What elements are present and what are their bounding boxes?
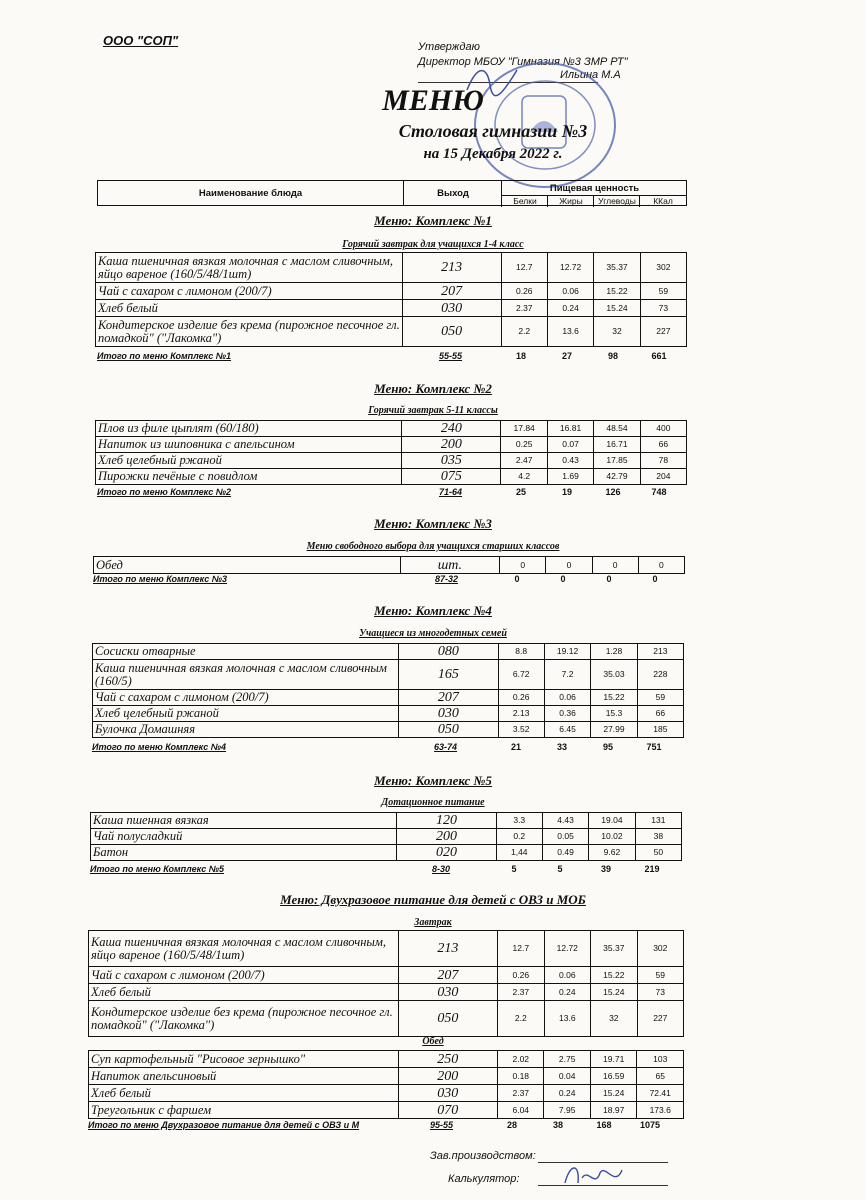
dish-name: Кондитерское изделие без крема (пирожное песочное гл. помадкой" ("Лакомка") — [89, 1001, 399, 1037]
dish-protein: 6.04 — [498, 1102, 544, 1119]
dish-protein: 2.37 — [501, 300, 547, 317]
dish-fat: 0.43 — [547, 453, 593, 469]
dish-name: Треугольник с фаршем — [89, 1102, 399, 1119]
section-subtitle: Горячий завтрак 5-11 классы — [368, 405, 498, 416]
table-row — [96, 317, 687, 347]
dish-kcal: 228 — [637, 660, 683, 690]
dish-output: 050 — [398, 1001, 497, 1037]
section-title: Меню: Комплекс №1 — [374, 213, 492, 228]
dish-carbs: 10.02 — [589, 829, 635, 845]
table-row — [89, 1001, 684, 1037]
total-kcal: 751 — [646, 742, 662, 752]
total-kcal: 748 — [651, 487, 667, 497]
dish-protein: 0.26 — [501, 283, 547, 300]
dish-kcal: 227 — [640, 317, 686, 347]
approve-label: Утверждаю — [418, 41, 480, 53]
dish-protein: 0.18 — [498, 1068, 544, 1085]
total-price: 87-32 — [435, 574, 459, 584]
table-row — [89, 984, 684, 1001]
total-label: Итого по меню Двухразовое питание для детей с ОВЗ и М — [88, 1120, 360, 1130]
total-fat: 19 — [561, 487, 572, 497]
dish-protein: 3.52 — [498, 722, 544, 738]
dish-fat: 13.6 — [544, 1001, 591, 1037]
dish-name: Батон — [91, 845, 397, 861]
dish-name: Каша пшенная вязкая — [91, 813, 397, 829]
total-carbs: 0 — [606, 574, 612, 584]
dish-fat: 6.45 — [544, 722, 590, 738]
dish-fat: 4.43 — [542, 813, 588, 829]
dish-fat: 0.06 — [544, 690, 590, 706]
dish-carbs: 35.03 — [591, 660, 637, 690]
dish-output: 120 — [397, 813, 496, 829]
total-carbs: 168 — [596, 1120, 612, 1130]
total-protein: 21 — [510, 742, 521, 752]
dish-name: Напиток апельсиновый — [89, 1068, 399, 1085]
dish-kcal: 66 — [640, 437, 686, 453]
dish-kcal: 73 — [640, 300, 686, 317]
dish-table — [90, 812, 682, 861]
dish-output: 200 — [398, 1068, 497, 1085]
director-line: Директор МБОУ "Гимназия №3 ЗМР РТ" — [418, 56, 628, 68]
dish-carbs: 19.71 — [590, 1051, 637, 1068]
dish-protein: 2.02 — [498, 1051, 544, 1068]
section-title: Меню: Комплекс №5 — [374, 773, 492, 788]
section-subtitle: Завтрак — [414, 917, 452, 928]
total-kcal: 1075 — [639, 1120, 661, 1130]
dish-table — [92, 643, 684, 738]
col-carbs: Углеводы — [593, 195, 640, 207]
dish-output: 207 — [402, 283, 501, 300]
dish-fat: 16.81 — [547, 421, 593, 437]
dish-carbs: 16.71 — [594, 437, 640, 453]
dish-kcal: 38 — [635, 829, 681, 845]
dish-name: Плов из филе цыплят (60/180) — [96, 421, 402, 437]
total-price: 8-30 — [432, 864, 451, 874]
table-row — [89, 1102, 684, 1119]
dish-carbs: 15.24 — [594, 300, 640, 317]
dish-fat: 0.24 — [544, 984, 591, 1001]
total-protein: 28 — [506, 1120, 517, 1130]
dish-fat: 12.72 — [547, 253, 593, 283]
table-row — [96, 437, 687, 453]
section-subtitle: Горячий завтрак для учащихся 1-4 класс — [342, 239, 524, 250]
dish-protein: 0.26 — [498, 967, 544, 984]
dish-kcal: 400 — [640, 421, 686, 437]
total-carbs: 39 — [600, 864, 611, 874]
dish-output: 200 — [397, 829, 496, 845]
dish-carbs: 32 — [594, 317, 640, 347]
dish-output: 200 — [402, 437, 501, 453]
table-row — [89, 967, 684, 984]
dish-output: 070 — [398, 1102, 497, 1119]
col-nutrition: Пищевая ценность — [501, 181, 687, 195]
dish-output: 213 — [398, 931, 497, 967]
dish-fat: 0.07 — [547, 437, 593, 453]
dish-fat: 0.24 — [544, 1085, 590, 1102]
table-row — [89, 1068, 684, 1085]
section-title: Меню: Комплекс №3 — [374, 516, 492, 531]
total-label: Итого по меню Комплекс №3 — [93, 574, 228, 584]
dish-protein: 8.8 — [498, 644, 544, 660]
dish-carbs: 15.22 — [594, 283, 640, 300]
dish-output: 213 — [402, 253, 501, 283]
dish-kcal: 78 — [640, 453, 686, 469]
total-kcal: 661 — [651, 351, 667, 361]
table-row — [94, 557, 685, 574]
dish-kcal: 204 — [640, 469, 686, 485]
total-carbs: 98 — [607, 351, 618, 361]
col-dish: Наименование блюда — [198, 187, 303, 199]
director-name: Ильина М.А — [560, 69, 621, 81]
dish-kcal: 72.41 — [637, 1085, 684, 1102]
dish-name: Чай с сахаром с лимоном (200/7) — [96, 283, 403, 300]
section-title: Меню: Двухразовое питание для детей с ОВЗ и МОБ — [280, 892, 586, 907]
dish-name: Каша пшеничная вязкая молочная с маслом сливочным (160/5) — [93, 660, 399, 690]
dish-table — [88, 930, 684, 1037]
organization-name: ООО "СОП" — [103, 33, 179, 48]
table-row — [89, 1051, 684, 1068]
page-subtitle: Столовая гимназии №3 — [398, 121, 588, 141]
total-price: 95-55 — [430, 1120, 454, 1130]
total-protein: 25 — [515, 487, 526, 497]
dish-kcal: 66 — [637, 706, 683, 722]
dish-fat: 0.24 — [547, 300, 593, 317]
table-row — [96, 283, 687, 300]
dish-kcal: 185 — [637, 722, 683, 738]
dish-protein: 0.25 — [501, 437, 547, 453]
dish-output: 240 — [402, 421, 501, 437]
dish-output: 030 — [402, 300, 501, 317]
dish-fat: 0.06 — [544, 967, 591, 984]
col-protein: Белки — [501, 195, 548, 207]
dish-protein: 3.3 — [496, 813, 542, 829]
dish-name: Сосиски отварные — [93, 644, 399, 660]
total-kcal: 219 — [644, 864, 660, 874]
dish-name: Хлеб белый — [89, 1085, 399, 1102]
total-price: 71-64 — [439, 487, 463, 497]
dish-kcal: 213 — [637, 644, 683, 660]
dish-name: Хлеб белый — [96, 300, 403, 317]
total-label: Итого по меню Комплекс №5 — [90, 864, 225, 874]
table-row — [91, 813, 682, 829]
dish-carbs: 9.62 — [589, 845, 635, 861]
dish-carbs: 15.24 — [591, 984, 638, 1001]
dish-carbs: 1.28 — [591, 644, 637, 660]
dish-protein: 12.7 — [501, 253, 547, 283]
dish-output: 250 — [398, 1051, 497, 1068]
dish-fat: 19.12 — [544, 644, 590, 660]
dish-name: Каша пшеничная вязкая молочная с маслом сливочным, яйцо вареное (160/5/48/1шт) — [96, 253, 403, 283]
table-row — [93, 722, 684, 738]
total-fat: 5 — [557, 864, 563, 874]
dish-carbs: 19.04 — [589, 813, 635, 829]
dish-name: Чай с сахаром с лимоном (200/7) — [93, 690, 399, 706]
dish-name: Обед — [94, 557, 401, 574]
dish-kcal: 103 — [637, 1051, 684, 1068]
dish-protein: 2.37 — [498, 1085, 544, 1102]
dish-name: Суп картофельный "Рисовое зернышко" — [89, 1051, 399, 1068]
dish-name: Кондитерское изделие без крема (пирожное песочное гл. помадкой" ("Лакомка") — [96, 317, 403, 347]
dish-protein: 6.72 — [498, 660, 544, 690]
section-total — [97, 351, 697, 363]
dish-protein: 2.2 — [501, 317, 547, 347]
dish-protein: 2.13 — [498, 706, 544, 722]
dish-kcal: 65 — [637, 1068, 684, 1085]
table-row — [96, 300, 687, 317]
dish-fat: 0.06 — [547, 283, 593, 300]
dish-output: 050 — [399, 722, 498, 738]
dish-output: 080 — [399, 644, 498, 660]
dish-name: Каша пшеничная вязкая молочная с маслом сливочным, яйцо вареное (160/5/48/1шт) — [89, 931, 399, 967]
table-row — [89, 1085, 684, 1102]
table-row — [89, 931, 684, 967]
total-label: Итого по меню Комплекс №2 — [97, 487, 232, 497]
total-fat: 0 — [560, 574, 566, 584]
dish-carbs: 32 — [591, 1001, 638, 1037]
dish-carbs: 16.59 — [590, 1068, 637, 1085]
dish-carbs: 35.37 — [594, 253, 640, 283]
total-price: 63-74 — [434, 742, 458, 752]
dish-carbs: 15.3 — [591, 706, 637, 722]
col-kcal: ККал — [639, 195, 686, 207]
column-header — [97, 180, 687, 206]
dish-output: 030 — [398, 1085, 497, 1102]
dish-protein: 1,44 — [496, 845, 542, 861]
section-title: Меню: Комплекс №2 — [374, 381, 492, 396]
dish-output: 035 — [402, 453, 501, 469]
section-title: Меню: Комплекс №4 — [374, 603, 492, 618]
table-row — [91, 829, 682, 845]
dish-carbs: 15.22 — [591, 967, 638, 984]
total-carbs: 126 — [605, 487, 621, 497]
total-fat: 27 — [561, 351, 572, 361]
total-protein: 0 — [514, 574, 520, 584]
col-output: Выход — [403, 181, 502, 205]
dish-protein: 2.2 — [498, 1001, 544, 1037]
dish-fat: 0 — [546, 557, 592, 574]
section-subtitle-2: Обед — [422, 1036, 444, 1047]
dish-output: 207 — [398, 967, 497, 984]
section-total — [93, 574, 693, 586]
dish-name: Напиток из шиповника с апельсином — [96, 437, 402, 453]
dish-kcal: 131 — [635, 813, 681, 829]
dish-table — [88, 1050, 684, 1119]
table-row — [93, 644, 684, 660]
total-protein: 5 — [511, 864, 517, 874]
table-row — [96, 253, 687, 283]
dish-fat: 0.05 — [542, 829, 588, 845]
section-total — [97, 487, 697, 499]
table-row — [91, 845, 682, 861]
calculator-label: Калькулятор: — [448, 1173, 520, 1185]
dish-fat: 0.49 — [542, 845, 588, 861]
dish-name: Хлеб целебный ржаной — [93, 706, 399, 722]
table-row — [93, 660, 684, 690]
col-fat: Жиры — [547, 195, 594, 207]
dish-fat: 7.2 — [544, 660, 590, 690]
dish-name: Чай полусладкий — [91, 829, 397, 845]
dish-protein: 0.2 — [496, 829, 542, 845]
table-row — [93, 706, 684, 722]
table-row — [96, 469, 687, 485]
dish-protein: 17.84 — [501, 421, 547, 437]
dish-kcal: 302 — [640, 253, 686, 283]
dish-table — [95, 420, 687, 485]
total-label: Итого по меню Комплекс №1 — [97, 351, 232, 361]
dish-output: 030 — [399, 706, 498, 722]
calculator-signature — [560, 1158, 630, 1192]
dish-output: 030 — [398, 984, 497, 1001]
dish-kcal: 173.6 — [637, 1102, 684, 1119]
dish-output: 207 — [399, 690, 498, 706]
dish-kcal: 59 — [637, 967, 683, 984]
dish-output: 050 — [402, 317, 501, 347]
dish-protein: 0 — [500, 557, 546, 574]
dish-kcal: 0 — [638, 557, 684, 574]
dish-output: 075 — [402, 469, 501, 485]
dish-table — [93, 556, 685, 574]
dish-protein: 4.2 — [501, 469, 547, 485]
dish-fat: 0.36 — [544, 706, 590, 722]
table-row — [96, 453, 687, 469]
dish-name: Хлеб целебный ржаной — [96, 453, 402, 469]
dish-carbs: 18.97 — [590, 1102, 637, 1119]
dish-kcal: 73 — [637, 984, 683, 1001]
dish-carbs: 27.99 — [591, 722, 637, 738]
dish-carbs: 15.22 — [591, 690, 637, 706]
menu-date: на 15 Декабря 2022 г. — [423, 146, 563, 162]
dish-output: шт. — [400, 557, 500, 574]
section-total — [88, 1120, 688, 1132]
dish-protein: 12.7 — [498, 931, 544, 967]
dish-fat: 7.95 — [544, 1102, 590, 1119]
dish-name: Хлеб белый — [89, 984, 399, 1001]
dish-protein: 0.26 — [498, 690, 544, 706]
dish-kcal: 50 — [635, 845, 681, 861]
dish-kcal: 59 — [640, 283, 686, 300]
page-title: МЕНЮ — [382, 84, 484, 117]
total-price: 55-55 — [439, 351, 463, 361]
dish-fat: 2.75 — [544, 1051, 590, 1068]
total-fat: 33 — [556, 742, 567, 752]
dish-name: Булочка Домашняя — [93, 722, 399, 738]
dish-output: 020 — [397, 845, 496, 861]
dish-carbs: 48.54 — [594, 421, 640, 437]
section-subtitle: Учащиеся из многодетных семей — [359, 628, 507, 639]
total-protein: 18 — [515, 351, 526, 361]
total-carbs: 95 — [602, 742, 613, 752]
table-row — [96, 421, 687, 437]
section-total — [90, 864, 690, 876]
dish-name: Пирожки печёные с повидлом — [96, 469, 402, 485]
dish-protein: 2.37 — [498, 984, 544, 1001]
dish-fat: 1.69 — [547, 469, 593, 485]
dish-fat: 12.72 — [544, 931, 591, 967]
dish-name: Чай с сахаром с лимоном (200/7) — [89, 967, 399, 984]
dish-protein: 2.47 — [501, 453, 547, 469]
dish-carbs: 42.79 — [594, 469, 640, 485]
total-kcal: 0 — [652, 574, 658, 584]
section-total — [92, 742, 692, 754]
dish-table — [95, 252, 687, 347]
total-label: Итого по меню Комплекс №4 — [92, 742, 227, 752]
dish-carbs: 0 — [592, 557, 638, 574]
dish-carbs: 35.37 — [591, 931, 638, 967]
dish-carbs: 15.24 — [590, 1085, 637, 1102]
total-fat: 38 — [552, 1120, 563, 1130]
table-row — [93, 690, 684, 706]
dish-kcal: 302 — [637, 931, 683, 967]
dish-output: 165 — [399, 660, 498, 690]
dish-carbs: 17.85 — [594, 453, 640, 469]
dish-kcal: 227 — [637, 1001, 683, 1037]
dish-fat: 0.04 — [544, 1068, 590, 1085]
section-subtitle: Дотационное питание — [381, 797, 485, 808]
section-subtitle: Меню свободного выбора для учащихся старших классов — [306, 541, 560, 552]
dish-fat: 13.6 — [547, 317, 593, 347]
dish-kcal: 59 — [637, 690, 683, 706]
producer-label: Зав.производством: — [430, 1150, 536, 1162]
